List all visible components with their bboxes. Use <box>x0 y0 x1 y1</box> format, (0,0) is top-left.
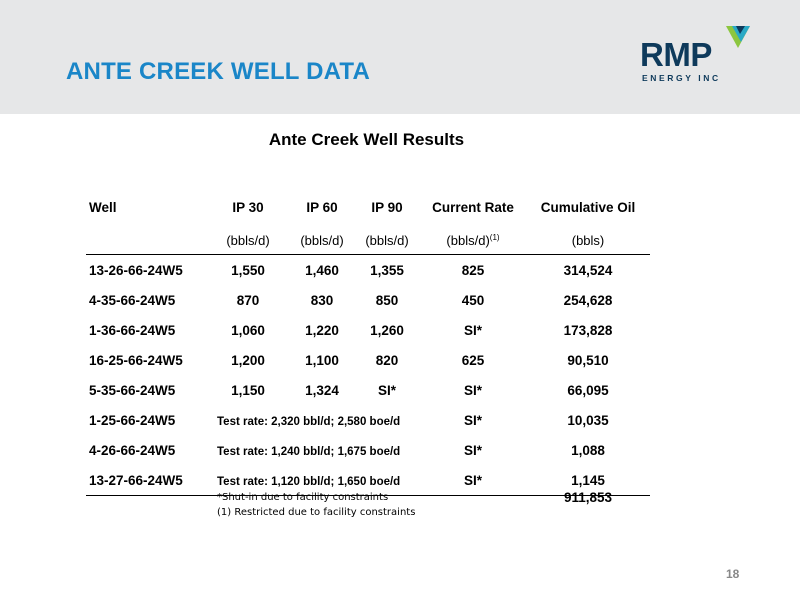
table-row <box>86 379 650 409</box>
logo-subtitle: ENERGY INC <box>642 73 721 83</box>
units-row <box>86 226 650 255</box>
unit-current-rate <box>416 226 530 256</box>
test-rate-note: Test rate: 1,240 bbl/d; 1,675 boe/d <box>217 446 401 458</box>
ip30-value: 1,060 <box>231 323 265 338</box>
ip90-value: 850 <box>375 293 399 308</box>
current-rate-value: 625 <box>461 353 485 368</box>
test-rate-note: Test rate: 2,320 bbl/d; 2,580 boe/d <box>217 416 401 428</box>
cumulative-oil-total: 911,853 <box>563 490 613 505</box>
ip60-value: 1,100 <box>305 353 339 368</box>
column-header-ip60: IP 60 <box>306 200 338 215</box>
ip60-value: 1,220 <box>305 323 339 338</box>
footnote-shut-in: *Shut-in due to facility constraints <box>217 492 389 503</box>
table-row <box>86 439 650 469</box>
ip90-value: SI* <box>377 383 396 398</box>
current-rate-value: 825 <box>461 263 485 278</box>
ip90-value: 1,260 <box>370 323 404 338</box>
table-footnotes <box>217 490 415 520</box>
current-rate-value: SI* <box>463 443 482 458</box>
current-rate-value: SI* <box>463 323 482 338</box>
column-header-cumulative-oil: Cumulative Oil <box>540 200 636 215</box>
test-rate-note: Test rate: 1,120 bbl/d; 1,650 boe/d <box>217 476 401 488</box>
logo-wordmark: RMP <box>640 36 712 73</box>
unit-ip30: (bbls/d) <box>226 233 270 248</box>
cumulative-oil-value: 1,088 <box>571 443 605 458</box>
well-results-table <box>86 196 650 496</box>
table-row <box>86 349 650 379</box>
current-rate-value: SI* <box>463 383 482 398</box>
ip30-value: 870 <box>236 293 260 308</box>
well-id: 4-26-66-24W5 <box>89 443 176 458</box>
ip30-value: 1,550 <box>231 263 265 278</box>
well-id: 4-35-66-24W5 <box>89 293 176 308</box>
current-rate-value: SI* <box>463 473 482 488</box>
well-id: 13-27-66-24W5 <box>89 473 183 488</box>
cumulative-oil-value: 254,628 <box>563 293 613 308</box>
table-title: Ante Creek Well Results <box>268 130 465 149</box>
well-id: 16-25-66-24W5 <box>89 353 183 368</box>
cumulative-oil-value: 173,828 <box>563 323 613 338</box>
well-id: 5-35-66-24W5 <box>89 383 176 398</box>
table-row <box>86 409 650 439</box>
ip90-value: 1,355 <box>370 263 404 278</box>
table-row <box>86 319 650 349</box>
column-header-well: Well <box>89 200 117 215</box>
column-header-ip90: IP 90 <box>371 200 403 215</box>
ip30-value: 1,150 <box>231 383 265 398</box>
table-row <box>86 259 650 289</box>
unit-cumulative-oil: (bbls) <box>571 233 605 248</box>
ip60-value: 1,324 <box>305 383 339 398</box>
current-rate-value: 450 <box>461 293 485 308</box>
footnote-marker: (1) <box>489 233 500 242</box>
unit-current-rate-text: (bbls/d) <box>446 233 490 248</box>
footnote-restricted: (1) Restricted due to facility constraints <box>217 507 416 518</box>
unit-ip90: (bbls/d) <box>365 233 409 248</box>
well-id: 1-36-66-24W5 <box>89 323 176 338</box>
cumulative-oil-value: 66,095 <box>567 383 609 398</box>
well-id: 13-26-66-24W5 <box>89 263 183 278</box>
company-logo <box>640 26 750 90</box>
ip60-value: 830 <box>310 293 334 308</box>
column-header-current-rate: Current Rate <box>432 200 514 215</box>
cumulative-oil-value: 10,035 <box>567 413 609 428</box>
cumulative-oil-value: 90,510 <box>567 353 609 368</box>
ip60-value: 1,460 <box>305 263 339 278</box>
unit-ip60: (bbls/d) <box>300 233 344 248</box>
column-header-ip30: IP 30 <box>232 200 264 215</box>
well-id: 1-25-66-24W5 <box>89 413 176 428</box>
ip30-value: 1,200 <box>231 353 265 368</box>
logo-chevron-icon <box>726 26 750 48</box>
cumulative-oil-value: 1,145 <box>571 473 605 488</box>
current-rate-value: SI* <box>463 413 482 428</box>
column-header-row <box>86 196 650 226</box>
table-row <box>86 289 650 319</box>
ip90-value: 820 <box>375 353 399 368</box>
cumulative-oil-value: 314,524 <box>563 263 613 278</box>
slide-title: ANTE CREEK WELL DATA <box>66 58 370 85</box>
page-number: 18 <box>726 567 740 581</box>
